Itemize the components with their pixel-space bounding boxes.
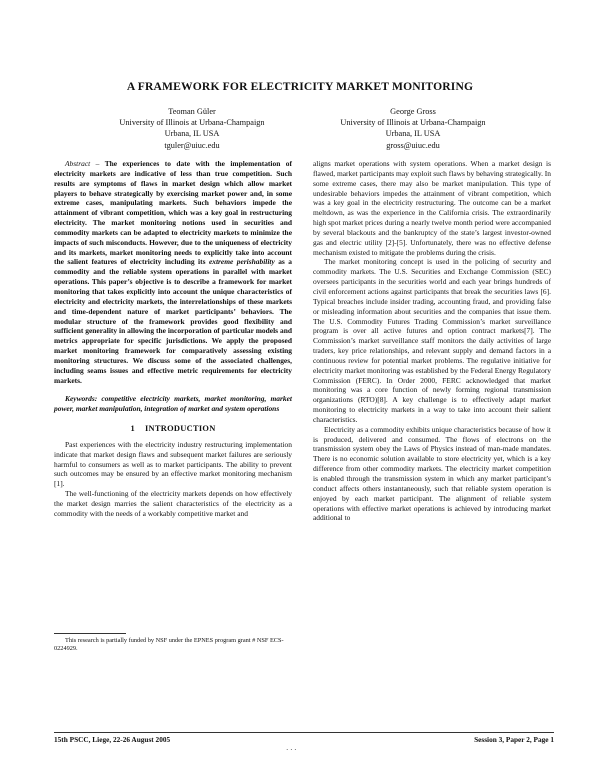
author-name: Teoman Güler [168, 107, 216, 116]
author-location: Urbana, IL USA [385, 129, 441, 139]
author-email: tguler@uiuc.edu [164, 140, 220, 150]
right-paragraph-1: aligns market operations with system operations. When a market design is flawed, market participants may exploit such flaws by behaving strategically. In some extreme cases, there may also be market manipulation. This type of undesirable behaviors impedes the attainment of vibrant competition, which was a key goal in the electricity restructuring. The outcome can be a market meltdown, as was the experience in the California crisis. The extraordinarily high spot market prices during a nearly twelve month period were accompanied by several blackouts and the bankruptcy of the state’s largest investor-owned gas and electric utility [2]-[5]. Unfortunately, there was no effective defense mechanism existed to mitigate the problems during the crisis. [313, 159, 551, 257]
left-column [54, 159, 292, 519]
section-title: INTRODUCTION [144, 424, 216, 434]
author-name: George Gross [390, 107, 436, 116]
author-location: Urbana, IL USA [164, 129, 220, 139]
footer-marker: · · · [286, 746, 297, 754]
author-email: gross@uiuc.edu [386, 140, 440, 150]
footer-page-info: Session 3, Paper 2, Page 1 [474, 735, 554, 744]
abstract-paragraph [54, 159, 292, 385]
footnote: This research is partially funded by NSF under the EPNES program grant # NSF ECS-0224929. [54, 637, 284, 653]
section-number: 1 [130, 424, 135, 434]
abstract-text-2: as a commodity and the reliable system operations in parallel with market operations. This paper’s objective is to describe a framework for market monitoring that takes explicitly into account the unique characteristics of electricity and electricity markets, the interrelationships of these markets and time-dependent nature of market participants’ behaviors. The modular structure of the framework provides good flexibility and sufficient generality in allowing the incorporation of particular models and metrics appropriate for specific jurisdictions. We apply the proposed market monitoring framework for comparatively assessing existing monitoring structures. We discuss some of the associated challenges, including seams issues and effective metric requirements for electricity markets. [54, 257, 292, 385]
section-heading [54, 424, 292, 434]
footer-rule [54, 732, 554, 733]
author-affiliation: University of Illinois at Urbana-Champaign [340, 118, 486, 128]
intro-paragraph-1: Past experiences with the electricity industry restructuring implementation indicate that market design flaws and subsequent market failures are seriously harmful to consumers as well as to market participants. The ability to prevent such outcomes may be ensured by an effective market monitoring mechanism [1]. [54, 439, 292, 489]
footer-conference: 15th PSCC, Liege, 22-26 August 2005 [54, 735, 171, 744]
keywords: Keywords: competitive electricity markets, market monitoring, market power, market manipulation, integration of market and system operations [54, 394, 292, 414]
abstract-text-1: The experiences to date with the implementation of electricity markets are indicative of less than true competition. Such results are symptoms of flaws in market design which allow market players to behave strategically by exercising market power and, in some extreme cases, manipulating markets. Such behaviors impede the attainment of vibrant competition, which was a key goal in restructuring electricity. The market monitoring notions used in securities and commodity markets can be adapted to electricity markets to minimize the impacts of such misconducts. However, due to the uniqueness of electricity and its markets, market monitoring needs to explicitly take into account the salient features of electricity including its [54, 159, 292, 267]
paper-title: A FRAMEWORK FOR ELECTRICITY MARKET MONITORING [126, 80, 474, 93]
author-affiliation: University of Illinois at Urbana-Champaign [119, 118, 265, 128]
author-block-2 [298, 106, 528, 151]
intro-paragraph-2: The well-functioning of the electricity markets depends on how effectively the market design marries the salient characteristics of the electricity as a commodity with the needs of a workably competitive market and [54, 489, 292, 518]
footnote-rule [54, 633, 126, 634]
author-block-1 [77, 106, 307, 151]
right-paragraph-3: Electricity as a commodity exhibits unique characteristics because of how it is produced, delivered and consumed. The flows of electrons on the transmission system obey the Laws of Physics instead of man-made mandates. There is no economic solution available to store electricity yet, which is a key difference from other commodity markets. The electricity market competition is enabled through the transmission system in which any market participant’s conduct affects others instantaneously, such that reliable system operation is enjoyed by each market participant. The alignment of reliable system operations with effective market operations is achieved by introducing market additional to [313, 424, 551, 523]
abstract-emphasis: extreme perishability [208, 257, 275, 267]
right-paragraph-2: The market monitoring concept is used in the policing of security and commodity markets. The U.S. Securities and Exchange Commission (SEC) oversees participants in the securities world and each year brings hundreds of civil enforcement actions against participants that break the securities laws [6]. Typical breaches include insider trading, accounting fraud, and providing false or misleading information about securities and the companies that issue them. The U.S. Commodity Futures Trading Commission’s market surveillance program is over all active futures and option contract markets[7]. The Commission’s market surveillance staff monitors the daily activities of large traders, key price relationships, and relevant supply and demand factors in a continuous review for potential market problems. The regulative initiative for electricity market monitoring was established by the Federal Energy Regulatory Commission (FERC). In Order 2000, FERC acknowledged that market monitoring was a core function of newly forming regional transmission organizations (RTO)[8]. A key challenge is to effectively adapt market monitoring to electricity markets in a way to take into account their salient characteristics. [313, 257, 551, 424]
abstract-lead: Abstract – [65, 159, 100, 168]
right-column [313, 159, 551, 523]
